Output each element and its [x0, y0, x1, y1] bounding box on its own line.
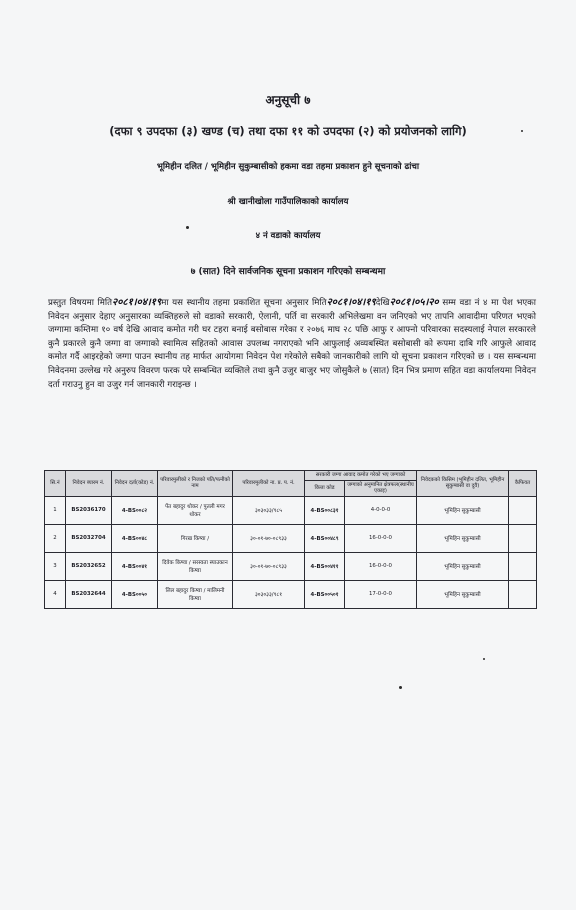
cell-sn: 2	[45, 524, 66, 552]
cell-app-code: 4-BS००५०	[112, 580, 158, 608]
cell-area: 4-0-0-0	[345, 496, 417, 524]
cell-sn: 3	[45, 552, 66, 580]
cell-category: भूमिहिन सुकुम्बासी	[417, 580, 509, 608]
cell-citizenship: ३०-०१-७०-०८९३३	[233, 552, 305, 580]
scan-speck	[483, 658, 485, 660]
handwritten-date-1: २०८१।०४।१९	[112, 297, 162, 308]
body-part-2: मा यस स्थानीय तहमा प्रकाशित सूचना अनुसार मिति	[161, 298, 327, 308]
cell-citizenship: ३०३०३३/९८१	[233, 580, 305, 608]
table-row	[45, 552, 537, 580]
cell-citizenship: ३०-०१-७०-०८९३३	[233, 524, 305, 552]
cell-name: लिल बहादुर किष्वा / मालिमनी किष्वा	[158, 580, 233, 608]
applicant-table	[44, 470, 537, 609]
cell-kitta: 4-BS००५०१	[305, 580, 345, 608]
cell-app-no: BS2032644	[66, 580, 112, 608]
header-kitta: कित्ता कोड	[305, 480, 345, 496]
header-citizenship: परिवारमुलीको ना. प्र. प. नं.	[233, 471, 305, 497]
scan-speck	[186, 226, 189, 229]
table-row	[45, 580, 537, 608]
cell-kitta: 4-BS००४८९	[305, 524, 345, 552]
cell-sn: 1	[45, 496, 66, 524]
ward-office: ४ नं वडाको कार्यालय	[255, 231, 321, 241]
scan-speck	[399, 686, 402, 689]
annex-title: अनुसूची ७	[265, 93, 311, 107]
header-land-group: सरकारी जग्गा आवाद कमोत गरेको भए जग्गाको	[305, 471, 417, 481]
body-part-4: सम्म वडा नं ४ मा पेश भएका निवेदन अनुसार देहाए अनुसारका व्यक्तिहरुले सो वडाको सरकारी, ऐलानी, पर्ति वा सरकारी अभिलेखमा वन जनिएको भए तापनि आवादीमा परिणत भएको जग्गामा कम्तिमा १० वर्ष देखि आवाद कमोत गरी घर टहरा बनाई बसोबास गरेका र २०७६ माघ २८ पछि आफु र आफ्नो परिवारका सदस्यलाई नेपाल सरकारले कुनै प्रकारले कुनै जग्गा वा जग्गाको स्वामित्व सहितको आवास उपलब्ध नगराएको भनि आफुलाई अव्यबस्थित बसोबासी को रूपमा दाबि गरि आफुले आवाद कमोत गर्दै आइरहेको जग्गा पाउन स्थानीय तह मार्फत आयोगमा निवेदन पेश गरेकोले सबैको जानकारीको लागि यो सूचना प्रकाशन गरिएको छ । यस सम्बन्धमा निवेदनमा उल्लेख गरे अनुरुप विवरण फरक परे सम्बन्धित व्यक्तिले तथा कुनै उजुर बाजुर भए जोसुकैले ७ (सात) दिन भित्र प्रमाण सहित वडा कार्यालयमा निवेदन दर्ता गराउनु हुन वा उजुर गर्न जानकारी गराइन्छ ।	[48, 298, 537, 390]
cell-remarks	[509, 524, 537, 552]
header-area: जग्गाको अनुमानित क्षेत्रफल(स्थानीय एकाइ)	[345, 480, 417, 496]
cell-category: भूमिहिन सुकुम्बासी	[417, 524, 509, 552]
cell-area: 17-0-0-0	[345, 580, 417, 608]
cell-app-no: BS2036170	[66, 496, 112, 524]
cell-category: भूमिहिन सुकुम्बासी	[417, 496, 509, 524]
cell-name: गिरख किष्वा /	[158, 524, 233, 552]
scan-speck	[521, 130, 523, 132]
cell-app-code: 4-BS००४८	[112, 524, 158, 552]
cell-citizenship: ३०३०३३/९८५	[233, 496, 305, 524]
header-sn: सि.नं	[45, 471, 66, 497]
header-app-no: निवेदन ब्यारम नं.	[66, 471, 112, 497]
cell-area: 16-0-0-0	[345, 552, 417, 580]
notice-format-title: भूमिहीन दलित / भूमिहीन सुकुम्बासीको हकमा वडा तहमा प्रकाशन हुने सूचनाको ढांचा	[156, 162, 420, 172]
office-name: श्री खानीखोला गाउँपालिकाको कार्यालय	[227, 197, 349, 207]
cell-remarks	[509, 580, 537, 608]
cell-remarks	[509, 552, 537, 580]
header-category: निवेदकको किसिम (भूमिहीन दलित, भूमिहीन सुकुम्बासी वा दुवै)	[417, 471, 509, 497]
cell-name: पेंत बहादुर थोकर / पुतली मगर थोकर	[158, 496, 233, 524]
body-part-1: प्रस्तुत विषयमा मिति	[48, 298, 113, 308]
cell-category: भूमिहिन सुकुम्बासी	[417, 552, 509, 580]
notice-subject: ७ (सात) दिने सार्वजनिक सूचना प्रकाशन गरिएको सम्बन्धमा	[190, 267, 386, 277]
cell-app-no: BS2032652	[66, 552, 112, 580]
cell-area: 16-0-0-0	[345, 524, 417, 552]
cell-app-code: 4-BS००८२	[112, 496, 158, 524]
cell-name: दिवेक किष्वा / सरस्वता स्याउकान किष्वा	[158, 552, 233, 580]
handwritten-date-3: २०८१।०५।२०	[389, 297, 439, 308]
table-row	[45, 496, 537, 524]
cell-kitta: 4-BS००४११	[305, 552, 345, 580]
body-part-3: देखि	[375, 298, 390, 308]
handwritten-date-2: २०८१।०४।१९	[326, 297, 376, 308]
cell-app-no: BS2032704	[66, 524, 112, 552]
cell-sn: 4	[45, 580, 66, 608]
cell-kitta: 4-BS००८३१	[305, 496, 345, 524]
table-row	[45, 524, 537, 552]
notice-body	[48, 296, 536, 392]
cell-app-code: 4-BS००४१	[112, 552, 158, 580]
header-app-code: निवेदन दर्ता(कोड) नं.	[112, 471, 158, 497]
header-name: परिवारमुलीको र निजको पति/पत्नीको नाम	[158, 471, 233, 497]
header-remarks: कैफियत	[509, 471, 537, 497]
cell-remarks	[509, 496, 537, 524]
section-reference: (दफा ९ उपदफा (३) खण्ड (च) तथा दफा ११ को उपदफा (२) को प्रयोजनको लागि)	[109, 124, 467, 138]
